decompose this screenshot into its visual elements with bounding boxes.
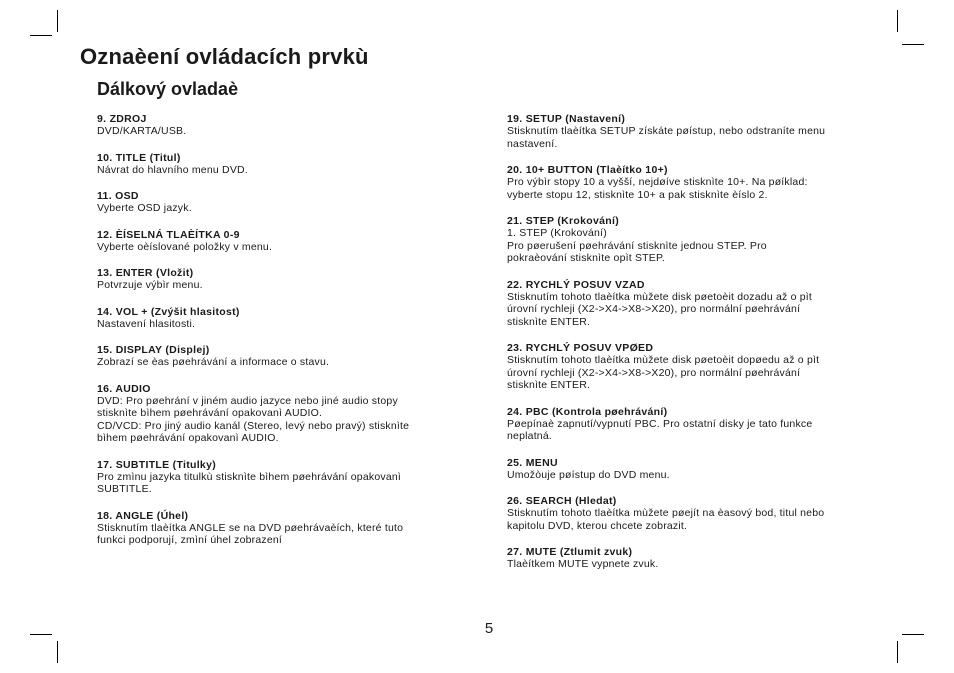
item-title: 14. VOL + (Zvýšit hlasitost)	[97, 305, 240, 318]
list-item	[97, 267, 462, 292]
list-item	[507, 279, 872, 329]
right-column	[507, 113, 872, 585]
item-text: Vyberte oèíslované položky v menu.	[97, 240, 273, 253]
item-title: 18. ANGLE (Úhel)	[97, 509, 189, 522]
list-item	[97, 306, 462, 331]
crop-mark	[57, 641, 58, 663]
item-text: DVD: Pro pøehrání v jiném audio jazyce nebo jiné audio stopy stisknìte bìhem pøehrávání opakovanì AUDIO. CD/VCD: Pro jiný audio kanál (Stereo, levý nebo pravý) stisknìte bìhem pøehrávání opakovanì AUDIO.	[97, 394, 410, 444]
item-text: Potvrzuje výbìr menu.	[97, 279, 203, 291]
list-item	[97, 459, 462, 496]
list-item	[97, 152, 462, 177]
item-text: Nastavení hlasitosti.	[97, 317, 196, 330]
list-item	[97, 190, 462, 215]
item-text: Pro výbìr stopy 10 a vyšší, nejdøíve stisknìte 10+. Na pøíklad: vyberte stopu 12, stisknìte 10+ a pak stisknìte èíslo 2.	[507, 176, 808, 201]
list-item	[507, 215, 872, 265]
item-title: 26. SEARCH (Hledat)	[507, 495, 617, 507]
item-title: 12. ÈÍSELNÁ TLAÈÍTKA 0-9	[97, 228, 240, 241]
section-subtitle: Dálkový ovladaè	[97, 79, 239, 99]
crop-mark	[897, 641, 898, 663]
page-title: Oznaèení ovládacích prvkù	[80, 44, 369, 69]
page-number: 5	[484, 620, 494, 637]
crop-mark	[902, 44, 924, 45]
item-title: 25. MENU	[507, 456, 558, 469]
left-column	[97, 113, 462, 561]
item-title: 13. ENTER (Vložit)	[97, 267, 194, 279]
item-text: Stisknutím tohoto tlaèítka mùžete disk pøetoèit dopøedu až o pìt úrovní rychleji (X2->X4->X8->X20), pro normální pøehrávání stisknìte ENTER.	[507, 354, 820, 391]
list-item	[97, 510, 462, 547]
item-title: 20. 10+ BUTTON (Tlaèítko 10+)	[507, 164, 668, 176]
list-item	[507, 546, 872, 571]
item-title: 11. OSD	[97, 190, 139, 202]
item-title: 24. PBC (Kontrola pøehrávání)	[507, 405, 668, 418]
list-item	[97, 344, 462, 369]
item-text: Vyberte OSD jazyk.	[97, 202, 192, 214]
item-text: Stisknutím tohoto tlaèítka mùžete disk pøetoèit dozadu až o pìt úrovní rychleji (X2->X4->X8->X20), pro normální pøehrávání stisknìte ENTER.	[507, 290, 813, 328]
item-title: 23. RYCHLÝ POSUV VPØED	[507, 342, 654, 354]
item-text: Zobrazí se èas pøehrávání a informace o stavu.	[97, 356, 330, 368]
list-item	[507, 342, 872, 392]
crop-mark	[897, 10, 898, 32]
item-title: 27. MUTE (Ztlumit zvuk)	[507, 546, 633, 558]
item-title: 15. DISPLAY (Displej)	[97, 344, 210, 356]
crop-mark	[57, 10, 58, 32]
list-item	[97, 113, 462, 138]
list-item	[507, 457, 872, 482]
item-text: Pøepínaè zapnutí/vypnutí PBC. Pro ostatní disky je tato funkce neplatná.	[507, 417, 813, 442]
item-title: 16. AUDIO	[97, 382, 151, 395]
item-text: 1. STEP (Krokování) Pro pøerušení pøehrávání stisknìte jednou STEP. Pro pokraèování stisknìte opìt STEP.	[507, 227, 767, 264]
list-item	[507, 113, 872, 150]
crop-mark	[30, 634, 52, 635]
item-text: Stisknutím tlaèítka ANGLE se na DVD pøehrávaèích, které tuto funkci podporují, zmìní úhel zobrazení	[97, 521, 404, 546]
item-text: Umožòuje pøístup do DVD menu.	[507, 468, 670, 481]
crop-mark	[30, 35, 52, 36]
list-item	[507, 495, 872, 532]
item-text: Tlaèítkem MUTE vypnete zvuk.	[507, 558, 659, 570]
list-item	[97, 229, 462, 254]
item-text: Stisknutím tlaèítka SETUP získáte pøístup, nebo odstraníte menu nastavení.	[507, 125, 826, 150]
item-title: 19. SETUP (Nastavení)	[507, 113, 626, 125]
item-text: Stisknutím tohoto tlaèítka mùžete pøejít na èasový bod, titul nebo kapitolu DVD, kterou chcete zobrazit.	[507, 507, 825, 532]
item-text: Pro zmìnu jazyka titulkù stisknìte bìhem pøehrávání opakovanì SUBTITLE.	[97, 470, 402, 495]
item-text: Návrat do hlavního menu DVD.	[97, 163, 248, 176]
list-item	[507, 406, 872, 443]
item-title: 10. TITLE (Titul)	[97, 151, 181, 164]
item-title: 22. RYCHLÝ POSUV VZAD	[507, 278, 645, 291]
item-title: 17. SUBTITLE (Titulky)	[97, 458, 217, 471]
item-title: 21. STEP (Krokování)	[507, 215, 620, 227]
item-text: DVD/KARTA/USB.	[97, 125, 187, 137]
crop-mark	[902, 634, 924, 635]
list-item	[97, 383, 462, 445]
list-item	[507, 164, 872, 201]
item-title: 9. ZDROJ	[97, 113, 147, 125]
